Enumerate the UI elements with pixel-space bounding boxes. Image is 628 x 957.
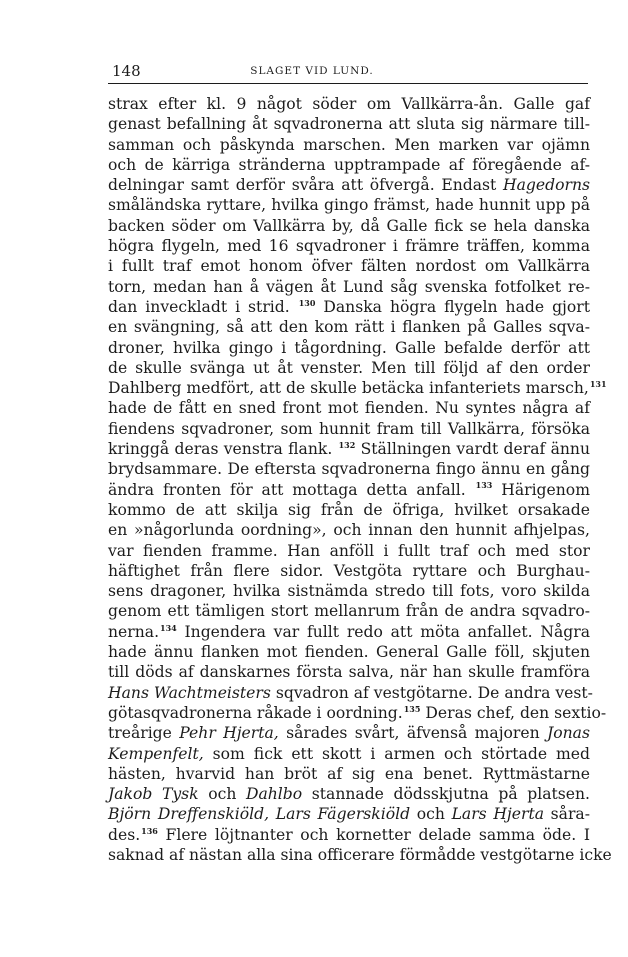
text-line [108, 683, 593, 703]
text-line [108, 236, 590, 256]
page-number: 148 [112, 62, 141, 80]
footnote-marker: 136 [141, 825, 158, 836]
text-run: i fullt traf emot honom öfver fälten nordost om Vallkärra [108, 257, 590, 276]
text-run: des. [108, 825, 141, 844]
text-line [108, 155, 590, 175]
footnote-marker: 133 [475, 480, 493, 491]
text-run: Härigenom [492, 480, 590, 499]
text-line [108, 744, 590, 764]
text-run: sårades svårt, äfvenså majoren [278, 724, 547, 743]
footnote-marker: 134 [160, 622, 177, 633]
text-run: kommo de att skilja sig från de öfriga, hvilket orsakade [108, 500, 590, 519]
text-run: en »någorlunda oordning», och innan den hunnit afhjelpas, [108, 521, 590, 540]
text-run: häftighet från flere sidor. Vestgöta ryttare och Burghau- [108, 561, 590, 580]
page-header [112, 62, 512, 84]
text-run: och [198, 785, 246, 804]
text-run: kringgå deras venstra flank. [108, 440, 338, 459]
text-line [108, 398, 590, 418]
text-line [108, 541, 590, 561]
footnote-marker: 130 [298, 297, 316, 308]
text-run: genast befallning åt sqvadronerna att sluta sig närmare till- [108, 115, 590, 134]
text-line [108, 378, 607, 398]
text-line [108, 297, 590, 317]
text-run: hade de fått en sned front mot fienden. Nu syntes några af [108, 399, 590, 418]
text-line [108, 804, 590, 824]
text-line [108, 601, 590, 621]
text-line [108, 764, 590, 784]
text-line [108, 520, 590, 540]
text-line [108, 338, 590, 358]
text-line [108, 723, 590, 743]
text-run: och [410, 805, 452, 824]
text-run: strax efter kl. 9 något söder om Vallkärra-ån. Galle gaf [108, 95, 590, 113]
text-line [108, 317, 590, 337]
text-line [108, 703, 607, 723]
text-line [108, 622, 590, 642]
italic-name: Hans Wachtmeisters [108, 683, 271, 702]
text-line [108, 256, 590, 276]
text-run: såra- [544, 805, 590, 824]
text-line [108, 561, 590, 581]
italic-name: Lars Fägerskiöld [275, 805, 411, 824]
text-run: fiendens sqvadroner, som hunnit fram till Vallkärra, försöka [108, 419, 590, 438]
text-run: högra flygeln, med 16 sqvadroner i främre träffen, komma [108, 237, 590, 256]
text-run: som fick ett skott i armen och störtade med [203, 744, 590, 763]
text-run: droner, hvilka gingo i tågordning. Galle befalde derför att [108, 338, 590, 357]
text-line [108, 114, 590, 134]
italic-name: Jonas [547, 724, 590, 743]
text-run: backen söder om Vallkärra by, då Galle fick se hela danska [108, 216, 590, 235]
text-line [108, 642, 590, 662]
text-line [108, 419, 590, 439]
text-run: och de kärriga stränderna upptrampade af föregående af- [108, 155, 590, 174]
text-run: götasqvadronerna råkade i oordning. [108, 703, 403, 722]
text-line [108, 195, 590, 215]
footnote-marker: 131 [589, 378, 607, 389]
footnote-marker: 132 [338, 439, 356, 450]
running-head: SLAGET VID LUND. [250, 65, 374, 77]
text-run: till döds af danskarnes första salva, när han skulle framföra [108, 663, 590, 682]
text-run: Danska högra flygeln hade gjort [315, 297, 590, 316]
text-run: nerna. [108, 622, 160, 641]
text-run: hade ännu flanken mot fienden. General Galle föll, skjuten [108, 643, 590, 662]
text-run: Dahlberg medfört, att de skulle betäcka infanteriets marsch, [108, 379, 589, 398]
italic-name: Jakob Tysk [108, 785, 199, 804]
text-line [108, 500, 590, 520]
body-text [108, 94, 612, 865]
text-run: en svängning, så att den kom rätt i flanken på Galles sqva- [108, 318, 590, 337]
text-run: treårige [108, 724, 180, 743]
text-line [108, 216, 590, 236]
italic-name: Dahlbo [245, 785, 303, 804]
text-run: Ställningen vardt deraf ännu [355, 440, 590, 459]
italic-name: Lars Hjerta [451, 805, 545, 824]
text-run: genom ett tämligen stort mellanrum från de andra sqvadro- [108, 602, 590, 621]
text-line [108, 175, 590, 195]
text-run: samman och påskynda marschen. Men marken var ojämn [108, 135, 590, 154]
text-line [108, 439, 590, 459]
text-line [108, 480, 590, 500]
text-line [108, 825, 590, 845]
text-run: Ingendera var fullt redo att möta anfallet. Några [176, 622, 590, 641]
text-run: sqvadron af vestgötarne. De andra vest- [270, 683, 593, 702]
header-rule [108, 83, 588, 84]
text-line [108, 94, 590, 114]
text-line [108, 662, 590, 682]
text-run: hästen, hvarvid han bröt af sig ena benet. Ryttmästarne [108, 764, 590, 783]
text-line [108, 459, 590, 479]
text-run: saknad af nästan alla sina officerare förmådde vestgötarne icke [108, 845, 612, 864]
text-run: småländska ryttare, hvilka gingo främst, hade hunnit upp på [108, 196, 590, 215]
text-line [108, 581, 590, 601]
text-run: de skulle svänga ut åt venster. Men till följd af den order [108, 358, 590, 377]
text-run: Deras chef, den sextio- [420, 703, 607, 722]
italic-name: Björn Dreffenskiöld, [108, 805, 270, 824]
text-run: Flere löjtnanter och kornetter delade samma öde. I [157, 825, 590, 844]
italic-name: Hagedorns [503, 176, 590, 195]
footnote-marker: 135 [403, 703, 421, 714]
text-run: ändra fronten för att mottaga detta anfall. [108, 480, 475, 499]
text-run [269, 805, 276, 823]
text-line [108, 784, 590, 804]
text-run: dan inveckladt i strid. [108, 297, 298, 316]
text-run: sens dragoner, hvilka sistnämda stredo till fots, voro skilda [108, 582, 590, 601]
italic-name: Pehr Hjerta, [179, 724, 279, 743]
text-run: stannade dödsskjutna på platsen. [302, 785, 590, 804]
text-run: brydsammare. De eftersta sqvadronerna fingo ännu en gång [108, 460, 590, 479]
text-line [108, 277, 590, 297]
text-line [108, 135, 590, 155]
text-run: var fienden framme. Han anföll i fullt traf och med stor [108, 541, 590, 560]
text-line [108, 358, 590, 378]
text-run: delningar samt derför svåra att öfvergå. Endast [108, 176, 504, 195]
italic-name: Kempenfelt, [108, 744, 204, 763]
text-run: torn, medan han å vägen åt Lund såg svenska fotfolket re- [108, 277, 590, 296]
text-line [108, 845, 612, 865]
